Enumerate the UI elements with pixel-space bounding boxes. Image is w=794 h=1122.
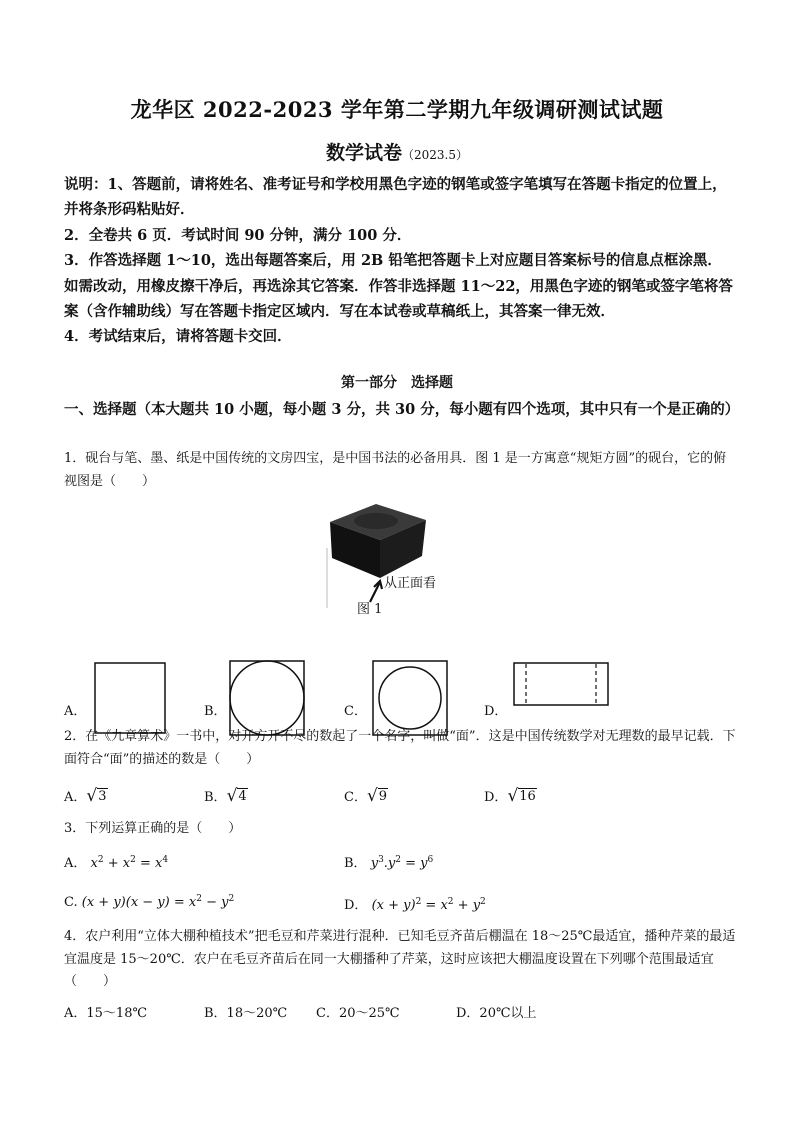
- square-shape: [95, 663, 165, 733]
- q4-option-a[interactable]: A．15～18℃: [64, 1006, 148, 1021]
- section-name: 选择题: [411, 375, 453, 391]
- formula-b: $y^3.y^2 = y^6$: [370, 855, 434, 871]
- q3-option-b[interactable]: [344, 852, 433, 871]
- q3-option-a[interactable]: [64, 852, 168, 871]
- instruction-3: 3．作答选择题 1～10，选出每题答案后，用 2B 铅笔把答题卡上对应题目答案标号的信息点框涂黑．如需改动，用橡皮擦干净后，再选涂其它答案．作答非选择题 11～22，用黑色字迹的钢笔或签字笔将答案（含作辅助线）写在答题卡指定区域内．写在本试卷或草稿纸上，其答案一律无效．: [64, 252, 733, 321]
- question-2-text: 2．在《九章算术》一书中，对开方开不尽的数起了一个名字，叫做“面”．这是中国传统数学对无理数的最早记载．下面符合“面”的描述的数是（ ）: [64, 729, 736, 767]
- formula-d: $(x + y)^2 = x^2 + y^2$: [371, 897, 486, 913]
- sqrt-expression: √ 9: [366, 786, 388, 806]
- sqrt-expression: √ 4: [226, 786, 247, 806]
- inkstone-figure: [318, 500, 498, 618]
- q2-option-a[interactable]: [64, 786, 108, 805]
- subject-title: 数学试卷: [325, 142, 402, 164]
- exam-subtitle: [0, 138, 794, 165]
- section-heading: [0, 372, 794, 392]
- q4-option-b[interactable]: B．18～20℃: [204, 1006, 288, 1021]
- question-3-text: 3．下列运算正确的是（ ）: [64, 821, 242, 836]
- exam-date: （2023.5）: [402, 148, 468, 162]
- option-label: A．: [64, 856, 87, 871]
- option-label: C.: [64, 895, 78, 910]
- question-4-text: 4．农户利用“立体大棚种植技术”把毛豆和芹菜进行混种．已知毛豆齐苗后棚温在 18～25℃最适宜，播种芹菜的最适宜温度是 15～20℃．农户在毛豆齐苗后在同一大棚播种了芹菜，这时应该把大棚温度设置在下列哪个范围最适宜（ ）: [64, 929, 736, 989]
- sqrt-expression: √ 3: [86, 786, 107, 806]
- formula-a: $x^2 + x^2 = x^4$: [90, 855, 169, 871]
- option-c-figure: [372, 660, 448, 736]
- q1-option-c[interactable]: C．: [344, 704, 367, 719]
- arrow-label: 从正面看: [384, 576, 437, 591]
- option-label: B．: [204, 790, 227, 805]
- part1-title: 一、选择题（本大题共 10 小题，每小题 3 分，共 30 分，每小题有四个选项，其中只有一个是正确的）: [64, 401, 740, 418]
- q1-option-a[interactable]: A．: [64, 704, 87, 719]
- question-1-text: 1．砚台与笔、墨、纸是中国传统的文房四宝，是中国书法的必备用具．图 1 是一方寓意“规矩方圆”的砚台，它的俯视图是（ ）: [64, 451, 727, 489]
- radicand: 3: [98, 789, 107, 804]
- option-a-figure: [94, 662, 166, 734]
- option-b-figure: [229, 660, 305, 736]
- sqrt-expression: √ 16: [507, 786, 536, 806]
- q2-option-d[interactable]: [484, 786, 537, 805]
- q1-option-b[interactable]: B．: [204, 704, 227, 719]
- q3-option-c[interactable]: [64, 894, 234, 910]
- option-label: B．: [344, 856, 367, 871]
- instruction-4: 4．考试结束后，请将答题卡交回．: [64, 328, 292, 346]
- radicand: 16: [519, 789, 536, 804]
- instruction-1: 说明：1、答题前，请将姓名、准考证号和学校用黑色字迹的钢笔或签字笔填写在答题卡指定的位置上，并将条形码粘贴好．: [64, 176, 727, 219]
- radicand: 9: [378, 789, 388, 804]
- formula-c: $(x + y)(x - y) = x^2 - y^2$: [81, 894, 235, 910]
- option-label: D．: [484, 790, 508, 805]
- option-label: D．: [344, 898, 368, 913]
- instructions: [64, 172, 736, 350]
- q3-option-d[interactable]: [344, 894, 486, 913]
- option-label: C．: [344, 790, 367, 805]
- exam-title: 龙华区 2022-2023 学年第二学期九年级调研测试试题: [130, 97, 664, 122]
- q4-option-d[interactable]: D．20℃以上: [456, 1006, 537, 1021]
- instruction-2: 2．全卷共 6 页．考试时间 90 分钟，满分 100 分．: [64, 226, 412, 244]
- inner-circle: [379, 667, 441, 729]
- option-d-figure: [513, 662, 609, 706]
- q1-option-d[interactable]: D．: [484, 704, 508, 719]
- figure-caption: 图 1: [357, 602, 383, 617]
- q4-option-c[interactable]: C．20～25℃: [316, 1006, 400, 1021]
- q2-option-c[interactable]: [344, 786, 388, 805]
- inscribed-circle: [230, 661, 304, 735]
- option-label: A．: [64, 790, 87, 805]
- q2-option-b[interactable]: [204, 786, 248, 805]
- section-part: 第一部分: [341, 375, 397, 391]
- radicand: 4: [238, 789, 247, 804]
